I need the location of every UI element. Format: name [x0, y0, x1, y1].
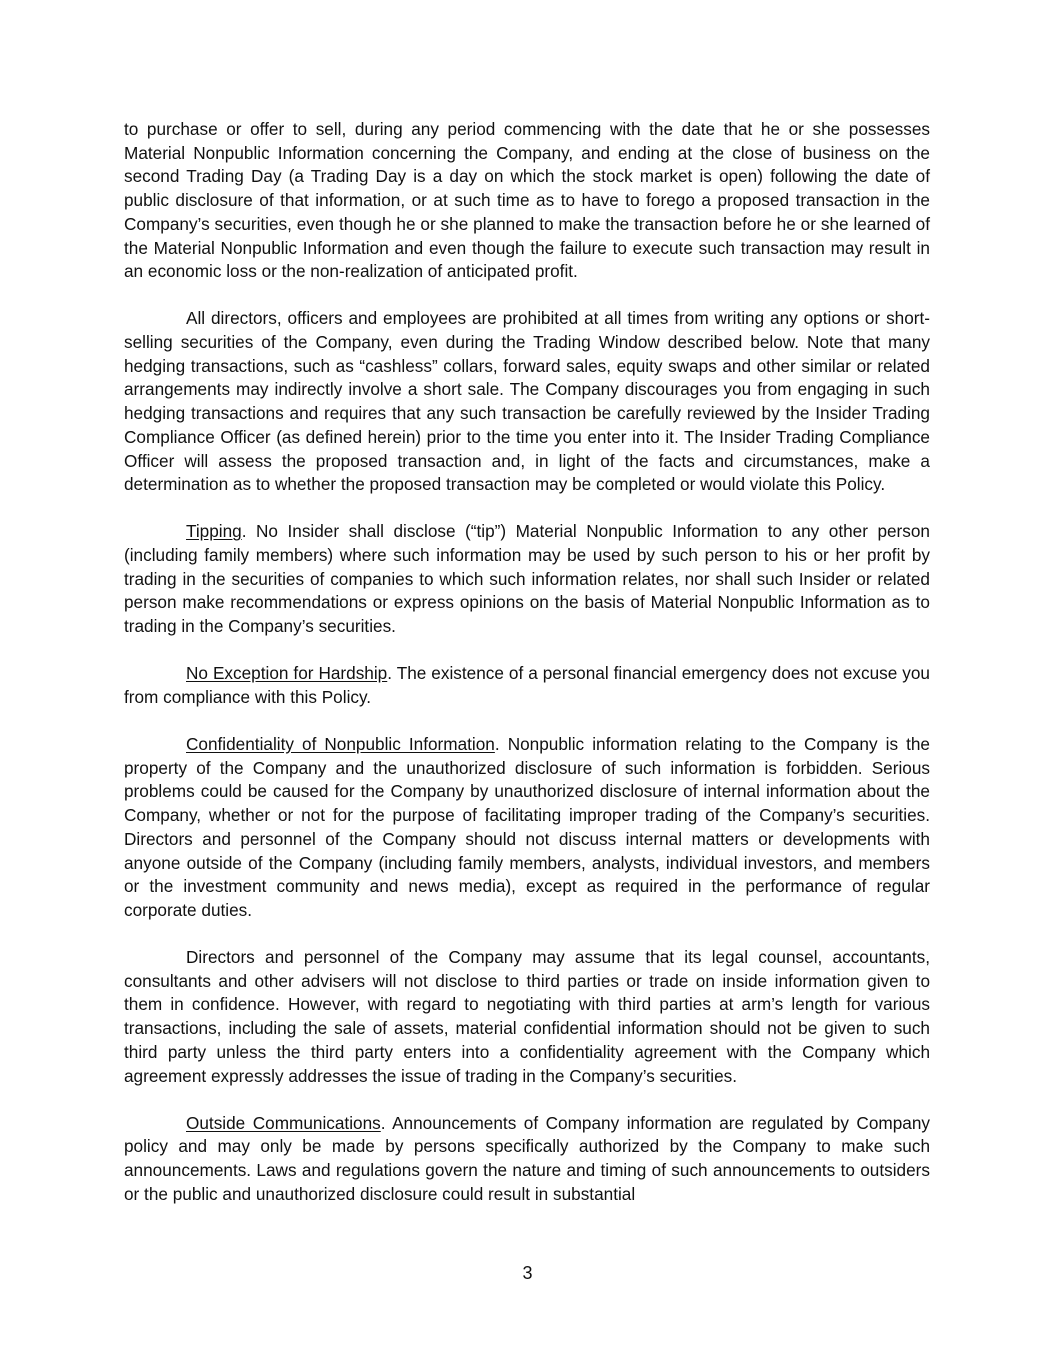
paragraph-text: . Announcements of Company information are regulated by Company policy and may only be made by persons specifically authorized by the Company to make such announcements. Laws and regulations govern the nature and timing of such announcements to outsiders or the public and unauthorized disclosure could result in substantial [124, 1112, 930, 1204]
page-number: 3 [522, 1263, 533, 1283]
paragraph-tipping [124, 520, 930, 639]
section-heading: Confidentiality of Nonpublic Information [186, 734, 495, 755]
paragraph-outside-communications [124, 1112, 930, 1207]
section-heading: Outside Communications [186, 1112, 381, 1133]
paragraph-text: to purchase or offer to sell, during any period commencing with the date that he or she possesses Material Nonpublic Information concerning the Company, and ending at the close of business on the second Trading Day (a Trading Day is a day on which the stock market is open) following the date of public disclosure of that information, or at such time as to have to forego a proposed transaction in the Company’s securities, even though he or she planned to make the transaction before he or she learned of the Material Nonpublic Information and even though the failure to execute such transaction may result in an economic loss or the non-realization of anticipated profit. [124, 119, 930, 282]
paragraph-continuation [124, 118, 930, 284]
paragraph-text: . No Insider shall disclose (“tip”) Material Nonpublic Information to any other person (including family members) where such information may be used by such person to his or her profit by trading in the securities of companies to which such information relates, nor shall such Insider or related person make recommendations or express opinions on the basis of Material Nonpublic Information as to trading in the Company’s securities. [124, 521, 930, 637]
paragraph-hardship [124, 662, 930, 709]
paragraph-text: Directors and personnel of the Company may assume that its legal counsel, accountants, consultants and other advisers will not disclose to third parties or trade on inside information given to them in confidence. However, with regard to negotiating with third parties at arm’s length for various transactions, including the sale of assets, material confidential information should not be given to such third party unless the third party enters into a confidentiality agreement with the Company which agreement expressly addresses the issue of trading in the Company’s securities. [124, 947, 930, 1086]
paragraph-confidentiality [124, 733, 930, 923]
paragraph-text: . Nonpublic information relating to the Company is the property of the Company and the unauthorized disclosure of such information is forbidden. Serious problems could be caused for the Company by unauthorized disclosure of internal information about the Company, whether or not for the purpose of facilitating improper trading of the Company’s securities. Directors and personnel of the Company should not discuss internal matters or developments with anyone outside of the Company (including family members, analysts, individual investors, and members or the investment community and news media), except as required in the performance of regular corporate duties. [124, 734, 930, 920]
section-heading: Tipping [186, 521, 242, 542]
document-body [124, 118, 930, 1230]
paragraph-text: . The existence of a personal financial emergency does not excuse you from compliance with this Policy. [124, 663, 930, 707]
paragraph-text: All directors, officers and employees are prohibited at all times from writing any options or short-selling securities of the Company, even during the Trading Window described below. Note that many hedging transactions, such as “cashless” collars, forward sales, equity swaps and other similar or related arrangements may indirectly involve a short sale. The Company discourages you from engaging in such hedging transactions and requires that any such transaction be carefully reviewed by the Insider Trading Compliance Officer (as defined herein) prior to the time you enter into it. The Insider Trading Compliance Officer will assess the proposed transaction and, in light of the facts and circumstances, make a determination as to whether the proposed transaction may be completed or would violate this Policy. [124, 308, 930, 495]
paragraph-advisers [124, 946, 930, 1088]
paragraph-hedging [124, 307, 930, 497]
section-heading: No Exception for Hardship [186, 663, 388, 684]
